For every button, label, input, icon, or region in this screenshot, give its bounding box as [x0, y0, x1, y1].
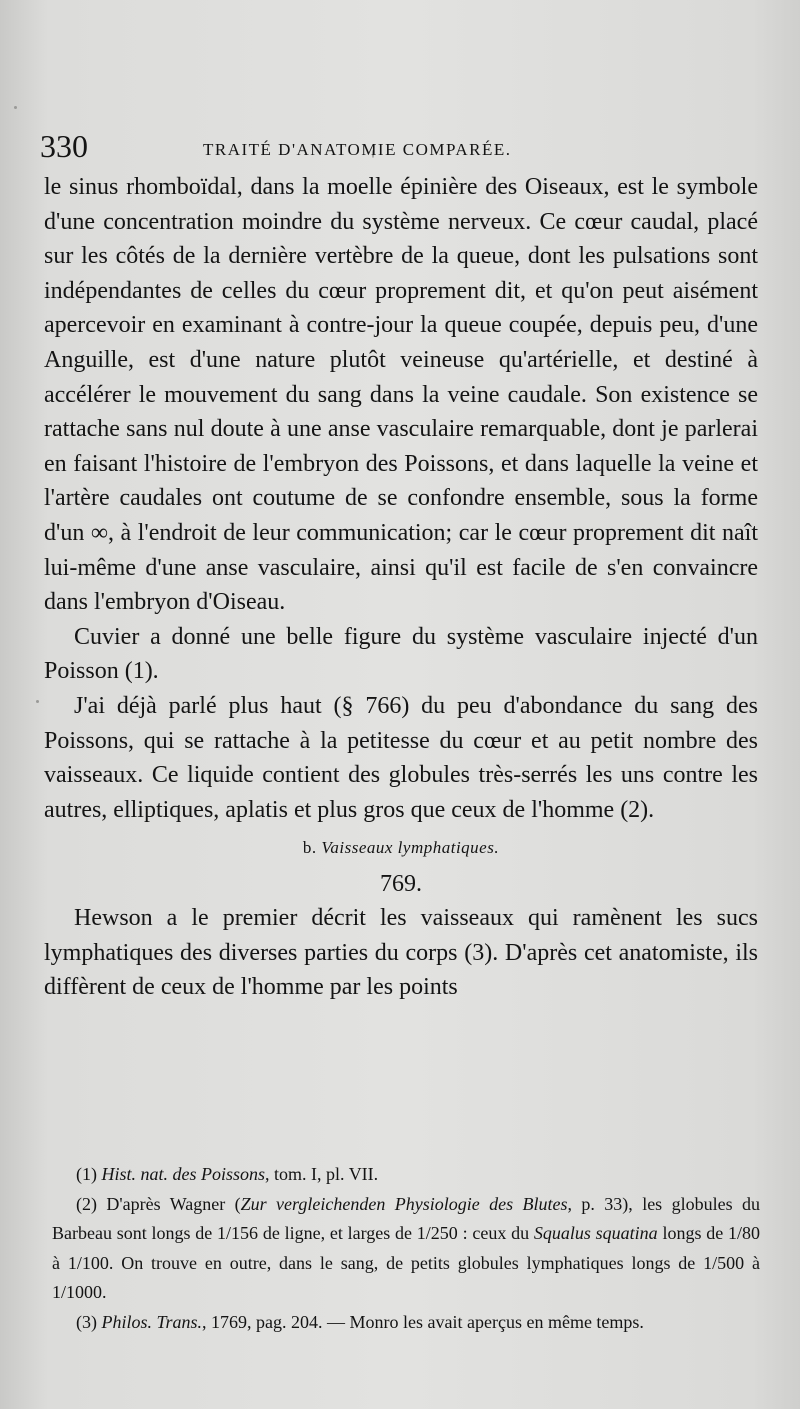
footnote-citation-title: Zur vergleichenden Physiologie des Blutes	[240, 1193, 568, 1214]
subheading-title: Vaisseaux lymphatiques.	[321, 838, 500, 858]
footnote-3	[52, 1308, 760, 1338]
footnote-species: Squalus squatina	[533, 1223, 658, 1243]
paragraph: Hewson a le premier décrit les vaisseaux qui ramènent les sucs lymphatiques des diverses parties du corps (3). D'après cet anatomiste, ils diffèrent de ceux de l'homme par les points	[44, 905, 758, 1001]
footnote-text: , p. 33), les globules du Barbeau sont longs de 1/156 de ligne, et larges de 1/250 : ceux du	[52, 1193, 760, 1243]
footnote-1	[52, 1160, 760, 1190]
paragraph: le sinus rhomboïdal, dans la moelle épinière des Oiseaux, est le symbole d'une concentration moindre du système nerveux. Ce cœur caudal, placé sur les côtés de la dernière vertèbre de la queue, dont les pulsations sont indépendantes de celles du cœur proprement dit, et qu'on peut aisément apercevoir en examinant à contre-jour la queue coupée, depuis peu, d'une Anguille, est d'une nature plutôt veineuse qu'artérielle, et destiné à accélérer le mouvement du sang dans la veine caudale. Son existence se rattache sans nul doute à une anse vasculaire remarquable, dont je parlerai en faisant l'histoire de l'embryon des Poissons, et dans laquelle la veine et l'artère caudales ont coutume de se confondre ensemble, sous la forme d'un ∞, à l'endroit de leur communication; car le cœur proprement dit naît lui-même d'une anse vasculaire, ainsi qu'il est facile de s'en convaincre dans l'embryon d'Oiseau.	[44, 174, 758, 616]
footnote-marker: (2)	[76, 1193, 97, 1214]
paper-speck	[36, 700, 39, 703]
footnote-text: longs de 1/80 à 1/100. On trouve en outre, dans le sang, de petits globules lymphatiques longs de 1/500 à 1/1000.	[52, 1223, 761, 1302]
footnote-2	[52, 1190, 760, 1308]
footnote-marker: (3)	[76, 1311, 97, 1332]
footnote-citation-title: Philos. Trans.	[101, 1311, 203, 1332]
running-title: TRAITÉ D'ANATOMIE COMPARÉE.	[203, 140, 512, 159]
page-number: 330	[40, 128, 88, 164]
paragraph: J'ai déjà parlé plus haut (§ 766) du peu d'abondance du sang des Poissons, qui se rattache à la petitesse du cœur et au petit nombre des vaisseaux. Ce liquide contient des globules très-serrés les uns contre les autres, elliptiques, aplatis et plus gros que ceux de l'homme (2).	[44, 692, 758, 823]
page-header	[40, 128, 760, 168]
subheading	[44, 833, 758, 863]
main-text	[44, 170, 758, 1005]
footnote-citation-title: Hist. nat. des Poissons	[101, 1164, 266, 1184]
paragraph: Cuvier a donné une belle figure du système vasculaire injecté d'un Poisson (1).	[44, 623, 758, 685]
footnote-marker: (1)	[76, 1164, 97, 1184]
section-number: 769.	[380, 871, 422, 898]
subheading-letter: b.	[302, 838, 317, 858]
footnotes	[52, 1160, 760, 1337]
footnote-text: , 1769, pag. 204. — Monro les avait aperçus en même temps.	[202, 1311, 644, 1332]
footnote-text: D'après Wagner (	[106, 1193, 241, 1214]
footnote-text: , tom. I, pl. VII.	[265, 1164, 379, 1184]
paper-speck	[14, 106, 17, 109]
